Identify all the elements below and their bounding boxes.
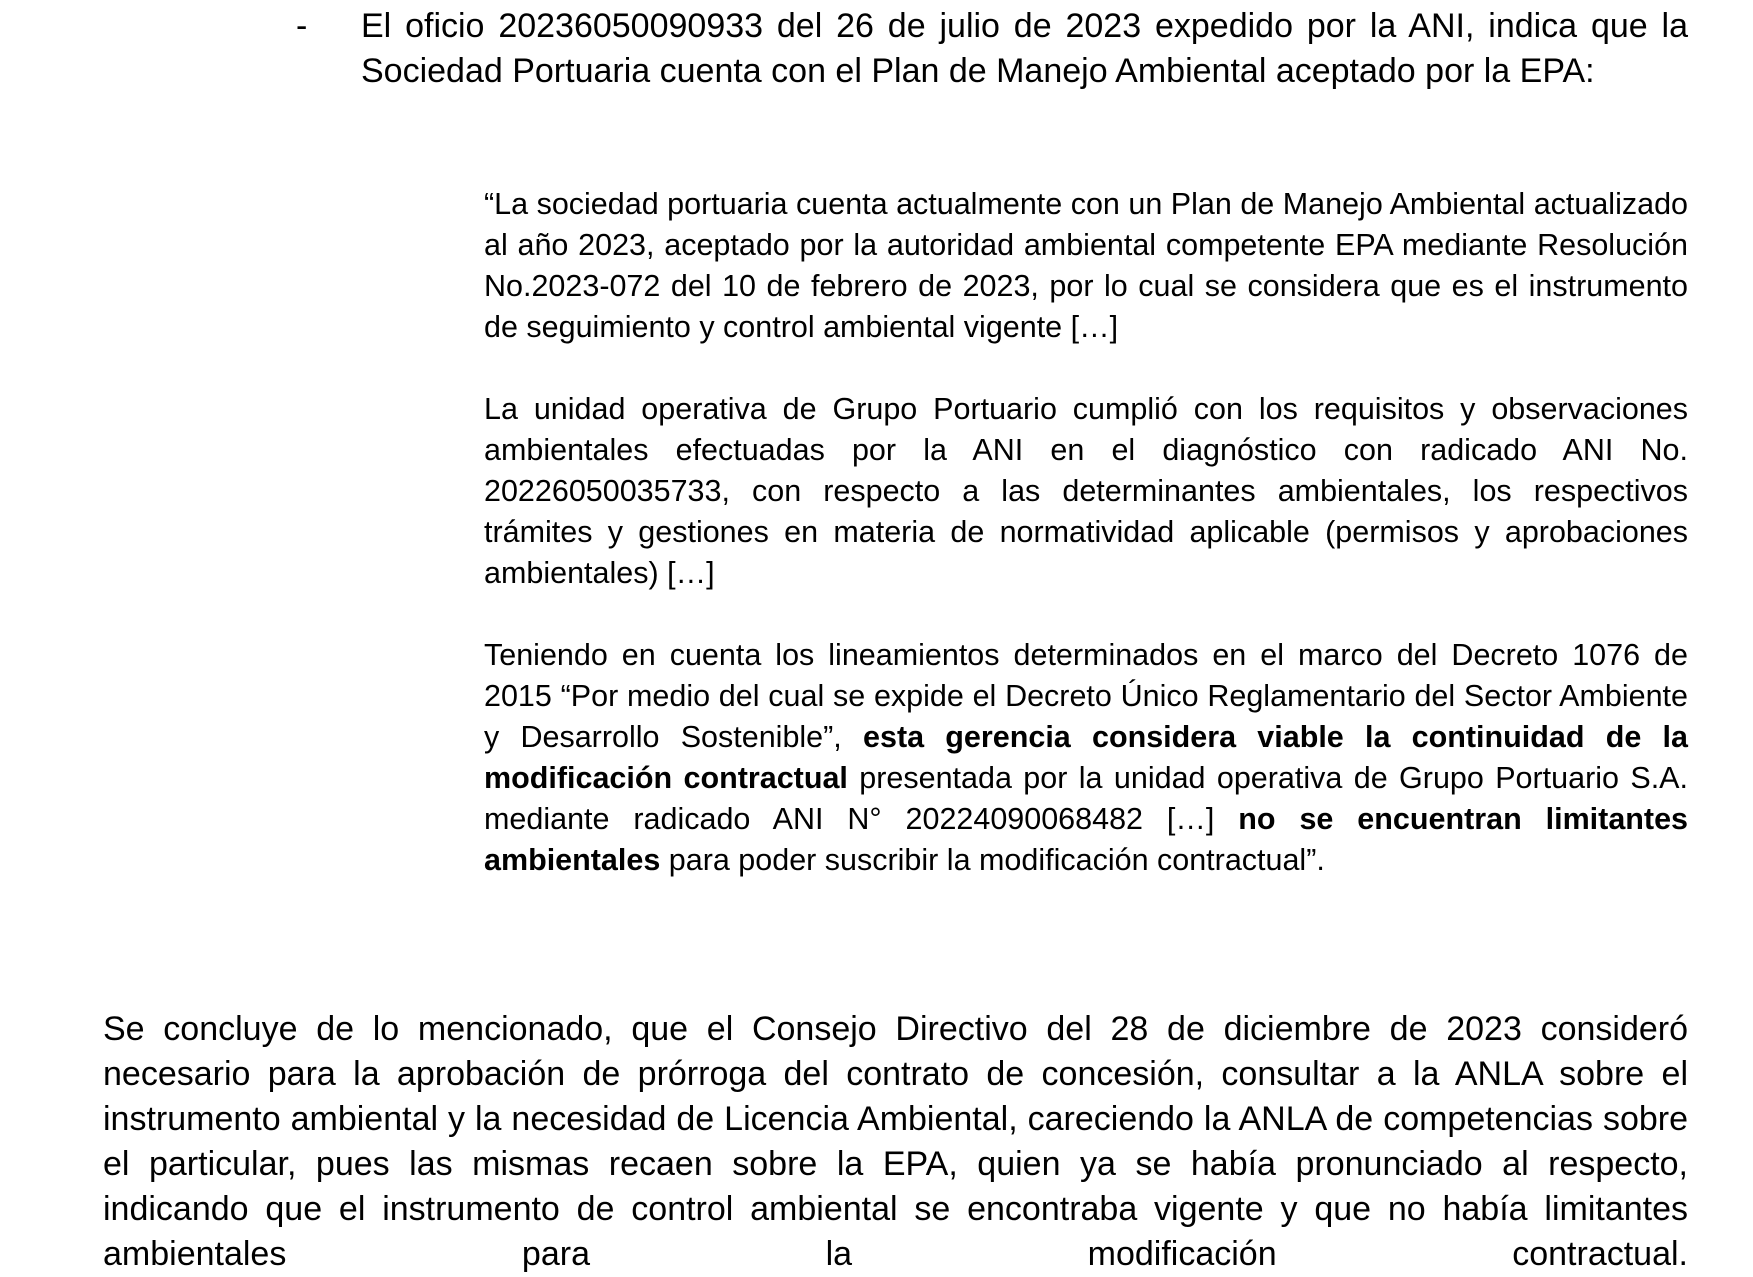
quote-paragraph-1: “La sociedad portuaria cuenta actualmente con un Plan de Manejo Ambiental actualizado al año 2023, aceptado por la autoridad ambiental competente EPA mediante Resolución No.2023-072 del 10 de febrero de 2023, por lo cual se considera que es el instrumento de seguimiento y control ambiental vigente […]: [484, 187, 1688, 344]
quote-paragraph-2: La unidad operativa de Grupo Portuario cumplió con los requisitos y observaciones ambientales efectuadas por la ANI en el diagnóstico con radicado ANI No. 20226050035733, con respecto a las determinantes ambientales, los respectivos trámites y gestiones en materia de normatividad aplicable (permisos y aprobaciones ambientales) […]: [484, 392, 1688, 590]
quote-bold-text: esta gerencia considera viable la continuidad de la modificación contractual: [484, 720, 1688, 795]
quote-paragraph-3: [484, 635, 1688, 881]
quote-text: presentada por la unidad operativa de Grupo Portuario S.A. mediante radicado ANI N° 20224090068482 […]: [484, 761, 1688, 836]
quote-text: Teniendo en cuenta los lineamientos determinados en el marco del Decreto 1076 de 2015 “Por medio del cual se expide el Decreto Único Reglamentario del Sector Ambiente y Desarrollo Sostenible”,: [484, 638, 1688, 754]
block-quote: [484, 184, 1688, 881]
bullet-marker: -: [296, 7, 308, 45]
quote-text: para poder suscribir la modificación contractual”.: [660, 843, 1325, 877]
bullet-paragraph: El oficio 20236050090933 del 26 de julio de 2023 expedido por la ANI, indica que la Sociedad Portuaria cuenta con el Plan de Manejo Ambiental aceptado por la EPA:: [361, 7, 1688, 90]
conclusion-paragraph: Se concluye de lo mencionado, que el Consejo Directivo del 28 de diciembre de 2023 consideró necesario para la aprobación de prórroga del contrato de concesión, consultar a la ANLA sobre el instrumento ambiental y la necesidad de Licencia Ambiental, careciendo la ANLA de competencias sobre el particular, pues las mismas recaen sobre la EPA, quien ya se había pronunciado al respecto, indicando que el instrumento de control ambiental se encontraba vigente y que no había limitantes ambientales para la modificación contractual.: [103, 1010, 1688, 1273]
quote-bold-text: no se encuentran limitantes ambientales: [484, 802, 1688, 877]
